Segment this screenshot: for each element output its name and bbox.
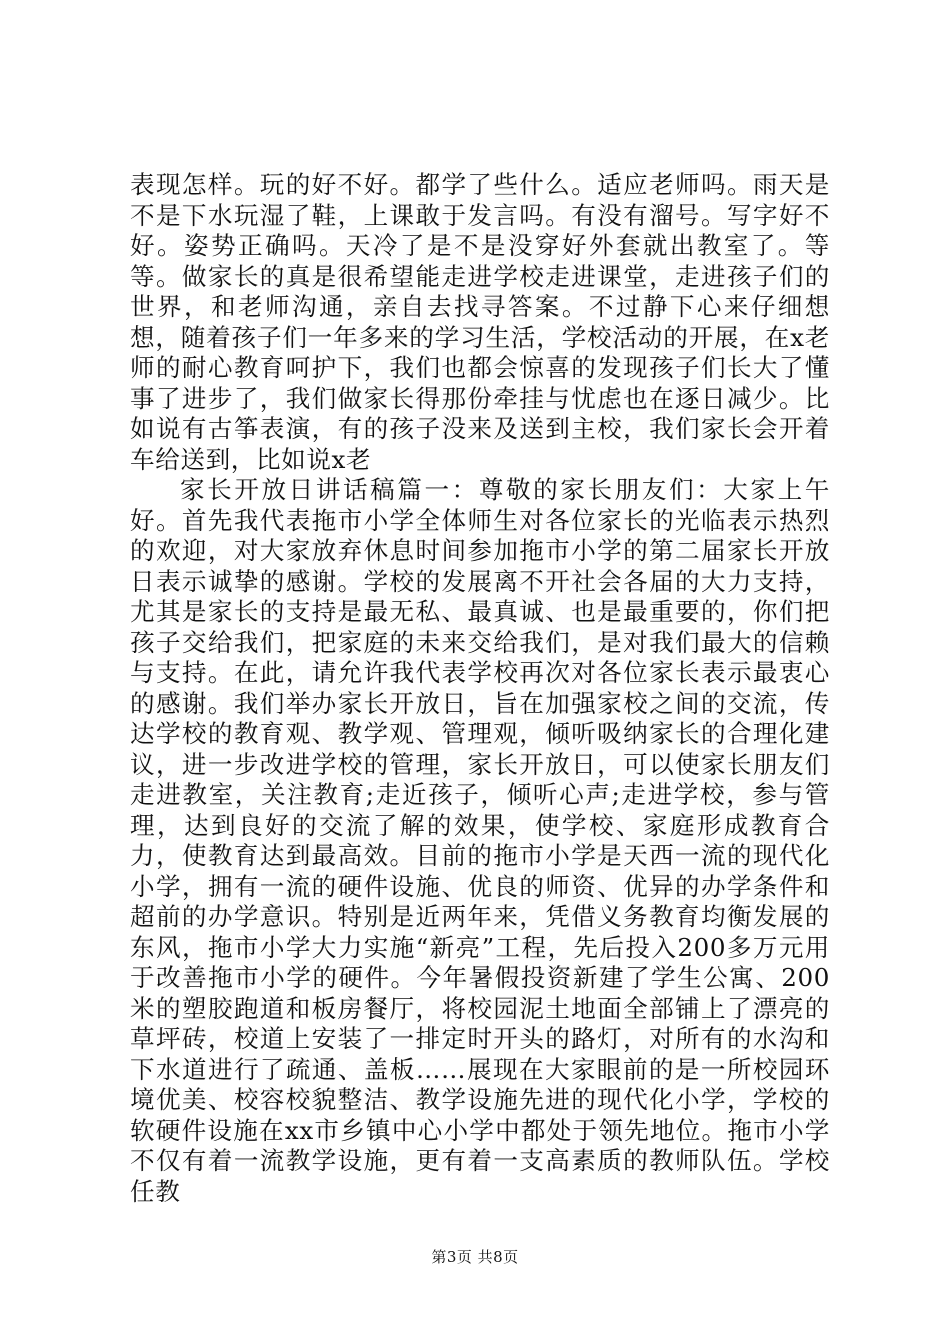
page-footer	[0, 1246, 950, 1267]
paragraph-continuation: 表现怎样。玩的好不好。都学了些什么。适应老师吗。雨天是不是下水玩湿了鞋，上课敢于发言吗。有没有溜号。写字好不好。姿势正确吗。天冷了是不是没穿好外套就出教室了。等等。做家长的真是很希望能走进学校走进课堂，走进孩子们的世界，和老师沟通，亲自去找寻答案。不过静下心来仔细想想，随着孩子们一年多来的学习生活，学校活动的开展，在x老师的耐心教育呵护下，我们也都会惊喜的发现孩子们长大了懂事了进步了，我们做家长得那份牵挂与忧虑也在逐日减少。比如说有古筝表演，有的孩子没来及送到主校，我们家长会开着车给送到，比如说x老	[130, 170, 830, 474]
page-number: 第3页 共8页	[431, 1248, 519, 1266]
paragraph-speech-opening: 家长开放日讲话稿篇一：尊敬的家长朋友们：大家上午好。首先我代表拖市小学全体师生对各位家长的光临表示热烈的欢迎，对大家放弃休息时间参加拖市小学的第二届家长开放日表示诚挚的感谢。学校的发展离不开社会各届的大力支持，尤其是家长的支持是最无私、最真诚、也是最重要的，你们把孩子交给我们，把家庭的未来交给我们，是对我们最大的信赖与支持。在此，请允许我代表学校再次对各位家长表示最衷心的感谢。我们举办家长开放日，旨在加强家校之间的交流，传达学校的教育观、教学观、管理观，倾听吸纳家长的合理化建议，进一步改进学校的管理，家长开放日，可以使家长朋友们走进教室，关注教育;走近孩子，倾听心声;走进学校，参与管理，达到良好的交流了解的效果，使学校、家庭形成教育合力，使教育达到最高效。目前的拖市小学是天西一流的现代化小学，拥有一流的硬件设施、优良的师资、优异的办学条件和超前的办学意识。特别是近两年来，凭借义务教育均衡发展的东风，拖市小学大力实施“新亮”工程，先后投入200多万元用于改善拖市小学的硬件。今年暑假投资新建了学生公寓、200米的塑胶跑道和板房餐厅，将校园泥土地面全部铺上了漂亮的草坪砖，校道上安装了一排定时开头的路灯，对所有的水沟和下水道进行了疏通、盖板……展现在大家眼前的是一所校园环境优美、校容校貌整洁、教学设施先进的现代化小学，学校的软硬件设施在xx市乡镇中心小学中都处于领先地位。拖市小学不仅有着一流教学设施，更有着一支高素质的教师队伍。学校任教	[130, 475, 830, 1206]
body-text	[130, 170, 830, 1207]
